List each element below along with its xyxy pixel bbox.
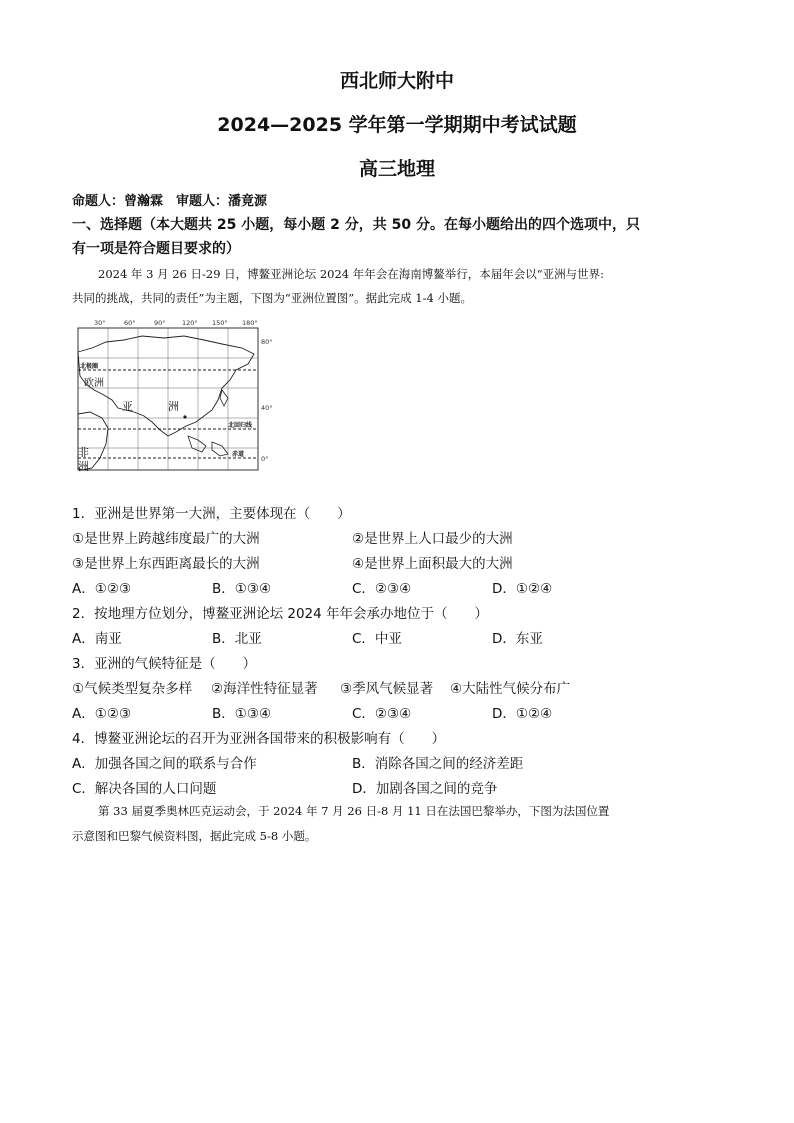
q2-option-a: A．南亚	[72, 631, 122, 647]
q1-statement: ②是世界上人口最少的大洲	[352, 531, 513, 547]
lon-label: 60°	[124, 319, 136, 327]
q3-option-b: B．①③④	[212, 706, 272, 722]
q1-statement: ③是世界上东西距离最长的大洲	[72, 556, 260, 572]
lon-label: 150°	[212, 319, 228, 327]
section-heading-line2: 有一项是符合题目要求的）	[72, 241, 240, 257]
q3-statement: ①气候类型复杂多样	[72, 681, 193, 697]
q1-statement: ①是世界上跨越纬度最广的大洲	[72, 531, 260, 547]
exam-title: 2024—2025 学年第一学期期中考试试题	[217, 114, 577, 136]
section-heading-line1: 一、选择题（本大题共 25 小题，每小题 2 分，共 50 分。在每小题给出的四个选项中，只	[72, 217, 640, 233]
asia-location-map	[72, 318, 292, 480]
intro2-line1: 第 33 届夏季奥林匹克运动会，于 2024 年 7 月 26 日-8 月 11 日在法国巴黎举办，下图为法国位置	[98, 804, 610, 818]
q3-option-c: C．②③④	[352, 706, 412, 722]
lat-label: 40°	[261, 404, 273, 412]
q1-stem: 1．亚洲是世界第一大洲，主要体现在（ ）	[72, 506, 351, 522]
q1-option-a: A．①②③	[72, 581, 132, 597]
tropic-of-cancer-label: 北回归线	[228, 422, 253, 429]
q1-statement: ④是世界上面积最大的大洲	[352, 556, 513, 572]
lon-label: 180°	[242, 319, 258, 327]
q4-option-d: D．加剧各国之间的竞争	[352, 781, 498, 797]
q2-option-b: B．北亚	[212, 631, 262, 647]
asia-label-2: 洲	[168, 400, 179, 413]
intro1-line1: 2024 年 3 月 26 日-29 日，博鳌亚洲论坛 2024 年年会在海南博鳌举行，本届年会以“亚洲与世界:	[98, 267, 604, 281]
q3-stem: 3．亚洲的气候特征是（ ）	[72, 656, 257, 672]
q1-option-d: D．①②④	[492, 581, 553, 597]
intro1-line2: 共同的挑战，共同的责任”为主题，下图为“亚洲位置图”。据此完成 1-4 小题。	[72, 291, 472, 305]
q4-option-a: A．加强各国之间的联系与合作	[72, 756, 257, 772]
africa-label-1: 非	[78, 446, 89, 459]
q2-stem: 2．按地理方位划分，博鳌亚洲论坛 2024 年年会承办地位于（ ）	[72, 606, 489, 622]
arctic-circle-label: 北极圈	[80, 363, 99, 370]
intro2-line2: 示意图和巴黎气候资料图，据此完成 5-8 小题。	[72, 829, 317, 843]
q4-option-b: B．消除各国之间的经济差距	[352, 756, 524, 772]
europe-label: 欧洲	[84, 378, 104, 389]
lat-label: 0°	[261, 455, 269, 463]
africa-label-2: 洲	[78, 460, 89, 473]
q2-option-c: C．中亚	[352, 631, 402, 647]
school-title: 西北师大附中	[339, 70, 454, 92]
equator-label: 赤道	[232, 451, 245, 458]
lon-label: 30°	[94, 319, 106, 327]
q1-option-c: C．②③④	[352, 581, 412, 597]
q4-stem: 4．博鳌亚洲论坛的召开为亚洲各国带来的积极影响有（ ）	[72, 731, 446, 747]
lon-label: 90°	[154, 319, 166, 327]
q3-statement: ④大陆性气候分布广	[450, 681, 571, 697]
q3-option-a: A．①②③	[72, 706, 132, 722]
q4-option-c: C．解决各国的人口问题	[72, 781, 217, 797]
asia-label-1: 亚	[122, 400, 133, 413]
subject-title: 高三地理	[358, 158, 435, 180]
lat-label: 80°	[261, 338, 273, 346]
q3-statement: ③季风气候显著	[340, 681, 434, 697]
lon-label: 120°	[182, 319, 198, 327]
q1-option-b: B．①③④	[212, 581, 272, 597]
q3-option-d: D．①②④	[492, 706, 553, 722]
authors-line: 命题人：曾瀚霖 审题人：潘竟源	[72, 194, 268, 209]
q3-statement: ②海洋性特征显著	[211, 681, 318, 697]
q2-option-d: D．东亚	[492, 631, 543, 647]
